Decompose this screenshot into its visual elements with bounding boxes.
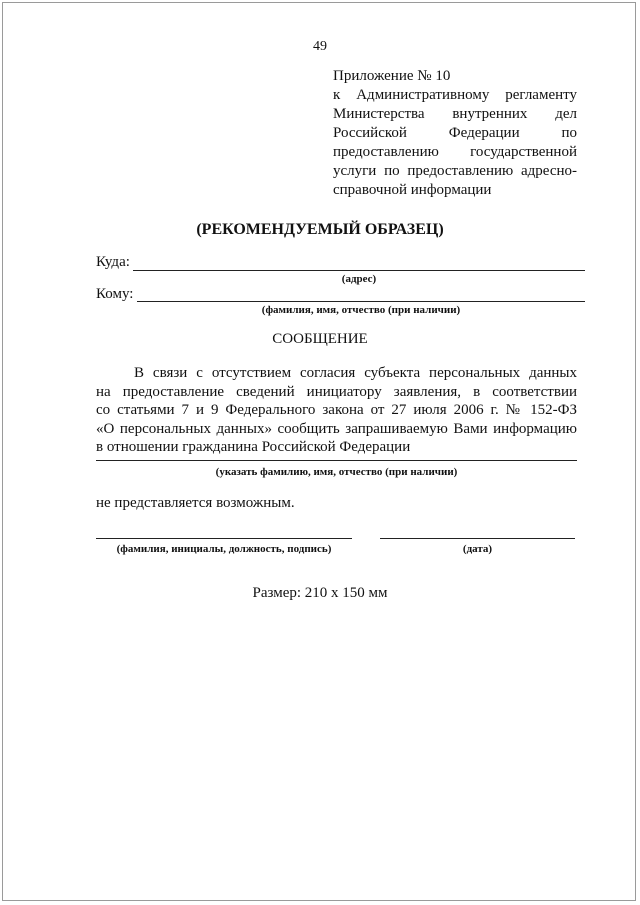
citizen-line: [96, 460, 577, 461]
body-line: со статьями 7 и 9 Федерального закона от 27 июля 2006 г. № 152-ФЗ: [96, 402, 577, 418]
appendix-line: предоставлению государственной: [333, 144, 577, 160]
to-whom-line: [137, 301, 585, 302]
page-number: 49: [313, 39, 327, 54]
to-where-line: [133, 270, 585, 271]
message-body: [96, 364, 577, 457]
signature-line: [96, 538, 352, 539]
body-line: «О персональных данных» сообщить запрашиваемую Вами информацию: [96, 420, 577, 437]
form-title: (РЕКОМЕНДУЕМЫЙ ОБРАЗЕЦ): [196, 221, 444, 238]
impossible-text: не представляется возможным.: [96, 495, 295, 511]
to-where-caption: (адрес): [341, 273, 377, 285]
citizen-caption: (указать фамилию, имя, отчество (при наличии): [215, 466, 458, 478]
appendix-line: услуги по предоставлению адресно-: [333, 163, 577, 179]
appendix-line: справочной информации: [333, 182, 492, 198]
to-whom-label: Кому:: [96, 286, 134, 302]
body-line: В связи с отсутствием согласия субъекта персональных данных: [134, 365, 577, 381]
appendix-line: Российской Федерации по: [333, 125, 577, 141]
appendix-block: [333, 67, 577, 200]
appendix-line: Министерства внутренних дел: [333, 106, 577, 122]
appendix-title: Приложение № 10: [333, 68, 451, 84]
body-line: на предоставление сведений инициатору заявления, в соответствии: [96, 383, 577, 400]
message-title: СООБЩЕНИЕ: [272, 331, 368, 347]
appendix-line: к Административному регламенту: [333, 87, 577, 103]
date-caption: (дата): [462, 543, 493, 555]
document-page: [2, 2, 636, 901]
to-where-label: Куда:: [96, 254, 130, 270]
size-note: Размер: 210 х 150 мм: [252, 585, 388, 601]
to-whom-caption: (фамилия, имя, отчество (при наличии): [261, 304, 461, 316]
date-line: [380, 538, 575, 539]
body-line: в отношении гражданина Российской Федерации: [96, 439, 411, 455]
signature-caption: (фамилия, инициалы, должность, подпись): [116, 543, 332, 555]
